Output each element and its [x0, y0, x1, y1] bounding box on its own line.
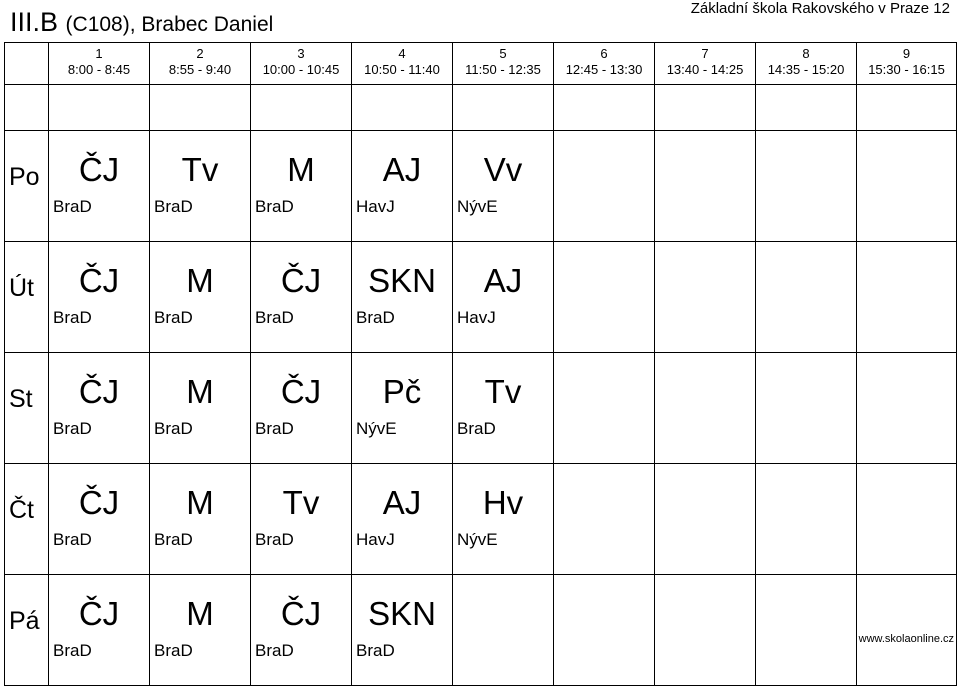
lesson-cell	[554, 242, 655, 353]
lesson-cell	[251, 353, 352, 464]
day-label-cell	[5, 131, 49, 242]
period-time: 10:50 - 11:40	[364, 62, 440, 77]
lesson-subject: AJ	[382, 484, 422, 521]
lesson-teacher: BraD	[53, 197, 92, 216]
period-number: 1	[95, 46, 103, 61]
period-header-4	[352, 43, 453, 85]
spacer-cell	[49, 85, 150, 131]
lesson-cell	[554, 353, 655, 464]
spacer-cell	[554, 85, 655, 131]
lesson-cell	[49, 575, 150, 686]
lesson-cell	[352, 131, 453, 242]
lesson-cell	[453, 464, 554, 575]
lesson-subject: M	[186, 262, 214, 299]
lesson-subject: AJ	[483, 262, 523, 299]
period-header-3	[251, 43, 352, 85]
lesson-cell	[150, 464, 251, 575]
spacer-cell	[251, 85, 352, 131]
lesson-teacher: BraD	[255, 197, 294, 216]
corner-cell	[5, 43, 49, 85]
lesson-subject: ČJ	[280, 373, 322, 410]
timetable	[4, 42, 957, 686]
lesson-cell	[554, 464, 655, 575]
lesson-cell	[554, 131, 655, 242]
period-number: 8	[802, 46, 810, 61]
period-number: 3	[297, 46, 305, 61]
period-time: 12:45 - 13:30	[565, 62, 643, 77]
lesson-cell	[554, 575, 655, 686]
spacer-row	[5, 85, 957, 131]
lesson-cell	[49, 353, 150, 464]
lesson-cell	[655, 131, 756, 242]
day-label-cell	[5, 464, 49, 575]
lesson-subject: SKN	[368, 595, 436, 632]
lesson-cell	[655, 464, 756, 575]
period-header-6	[554, 43, 655, 85]
spacer-cell	[756, 85, 857, 131]
lesson-teacher: BraD	[53, 308, 92, 327]
footer-url: www.skolaonline.cz	[858, 633, 954, 645]
lesson-teacher: BraD	[53, 641, 92, 660]
lesson-cell	[655, 353, 756, 464]
day-label-cell	[5, 575, 49, 686]
lesson-teacher: BraD	[255, 419, 294, 438]
lesson-cell	[352, 242, 453, 353]
lesson-cell	[150, 242, 251, 353]
lesson-teacher: BraD	[154, 419, 193, 438]
lesson-subject: ČJ	[78, 484, 120, 521]
period-header-9	[857, 43, 957, 85]
day-name: Pá	[9, 607, 40, 635]
lesson-subject: Tv	[282, 484, 320, 521]
lesson-teacher: BraD	[457, 419, 496, 438]
lesson-subject: ČJ	[78, 373, 120, 410]
lesson-teacher: HavJ	[356, 530, 395, 549]
lesson-cell	[453, 353, 554, 464]
lesson-cell	[352, 575, 453, 686]
period-time: 11:50 - 12:35	[465, 62, 541, 77]
lesson-cell	[352, 464, 453, 575]
lesson-cell	[251, 464, 352, 575]
lesson-cell	[857, 242, 957, 353]
lesson-teacher: BraD	[154, 308, 193, 327]
lesson-cell	[756, 131, 857, 242]
lesson-cell	[150, 353, 251, 464]
day-name: Čt	[9, 496, 34, 524]
lesson-teacher: BraD	[154, 641, 193, 660]
lesson-cell	[756, 575, 857, 686]
lesson-subject: ČJ	[78, 262, 120, 299]
lesson-subject: Tv	[181, 151, 219, 188]
period-time: 8:00 - 8:45	[67, 62, 131, 77]
period-number: 7	[701, 46, 709, 61]
lesson-cell	[756, 353, 857, 464]
lesson-subject: ČJ	[280, 595, 322, 632]
lesson-subject: Pč	[382, 373, 422, 410]
spacer-cell	[352, 85, 453, 131]
period-header-5	[453, 43, 554, 85]
lesson-subject: ČJ	[78, 151, 120, 188]
lesson-cell	[49, 242, 150, 353]
lesson-teacher: BraD	[154, 530, 193, 549]
period-number: 5	[499, 46, 507, 61]
lesson-cell	[857, 464, 957, 575]
day-name: Po	[9, 163, 40, 191]
class-title	[10, 6, 273, 41]
period-number: 4	[398, 46, 406, 61]
day-row	[5, 575, 957, 686]
lesson-cell	[453, 242, 554, 353]
lesson-cell	[655, 575, 756, 686]
lesson-teacher: BraD	[154, 197, 193, 216]
lesson-teacher: HavJ	[457, 308, 496, 327]
lesson-teacher: BraD	[356, 641, 395, 660]
lesson-cell	[857, 131, 957, 242]
period-number: 2	[196, 46, 204, 61]
period-number: 6	[600, 46, 608, 61]
lesson-teacher: BraD	[255, 641, 294, 660]
class-name: III.B	[10, 7, 59, 37]
lesson-teacher: NývE	[356, 419, 397, 438]
day-label-cell	[5, 353, 49, 464]
lesson-teacher: NývE	[457, 530, 498, 549]
lesson-cell	[453, 575, 554, 686]
period-number: 9	[902, 46, 911, 61]
lesson-teacher: HavJ	[356, 197, 395, 216]
lesson-teacher: BraD	[255, 530, 294, 549]
spacer-cell	[453, 85, 554, 131]
spacer-cell	[655, 85, 756, 131]
lesson-cell	[352, 353, 453, 464]
period-header-7	[655, 43, 756, 85]
spacer-cell	[5, 85, 49, 131]
lesson-cell	[857, 575, 957, 686]
period-time: 8:55 - 9:40	[168, 62, 232, 77]
day-row	[5, 464, 957, 575]
spacer-cell	[857, 85, 957, 131]
school-name: Základní škola Rakovského v Praze 12	[690, 0, 950, 17]
day-name: Út	[9, 274, 34, 302]
lesson-cell	[655, 242, 756, 353]
day-name: St	[9, 385, 33, 413]
lesson-subject: M	[186, 484, 214, 521]
lesson-cell	[49, 464, 150, 575]
lesson-cell	[251, 575, 352, 686]
period-header-1	[49, 43, 150, 85]
lesson-cell	[150, 575, 251, 686]
period-header-row	[5, 43, 957, 85]
lesson-teacher: NývE	[457, 197, 498, 216]
lesson-subject: Hv	[482, 484, 524, 521]
day-row	[5, 131, 957, 242]
period-time: 14:35 - 15:20	[767, 62, 845, 77]
lesson-subject: ČJ	[280, 262, 322, 299]
lesson-cell	[453, 131, 554, 242]
class-room-teacher: (C108), Brabec Daniel	[65, 13, 274, 36]
lesson-cell	[251, 242, 352, 353]
lesson-subject: M	[186, 595, 214, 632]
period-time: 15:30 - 16:15	[868, 62, 945, 77]
lesson-teacher: BraD	[356, 308, 395, 327]
day-row	[5, 353, 957, 464]
day-label-cell	[5, 242, 49, 353]
lesson-subject: SKN	[368, 262, 436, 299]
lesson-subject: M	[287, 151, 315, 188]
lesson-teacher: BraD	[53, 530, 92, 549]
lesson-cell	[251, 131, 352, 242]
lesson-subject: Tv	[484, 373, 522, 410]
lesson-cell	[756, 242, 857, 353]
spacer-cell	[150, 85, 251, 131]
lesson-subject: AJ	[382, 151, 422, 188]
period-header-8	[756, 43, 857, 85]
lesson-cell	[49, 131, 150, 242]
period-time: 10:00 - 10:45	[262, 62, 340, 77]
lesson-subject: ČJ	[78, 595, 120, 632]
lesson-subject: M	[186, 373, 214, 410]
period-time: 13:40 - 14:25	[666, 62, 744, 77]
lesson-cell	[150, 131, 251, 242]
day-row	[5, 242, 957, 353]
lesson-cell	[756, 464, 857, 575]
lesson-teacher: BraD	[255, 308, 294, 327]
lesson-teacher: BraD	[53, 419, 92, 438]
lesson-cell	[857, 353, 957, 464]
period-header-2	[150, 43, 251, 85]
lesson-subject: Vv	[483, 151, 523, 188]
